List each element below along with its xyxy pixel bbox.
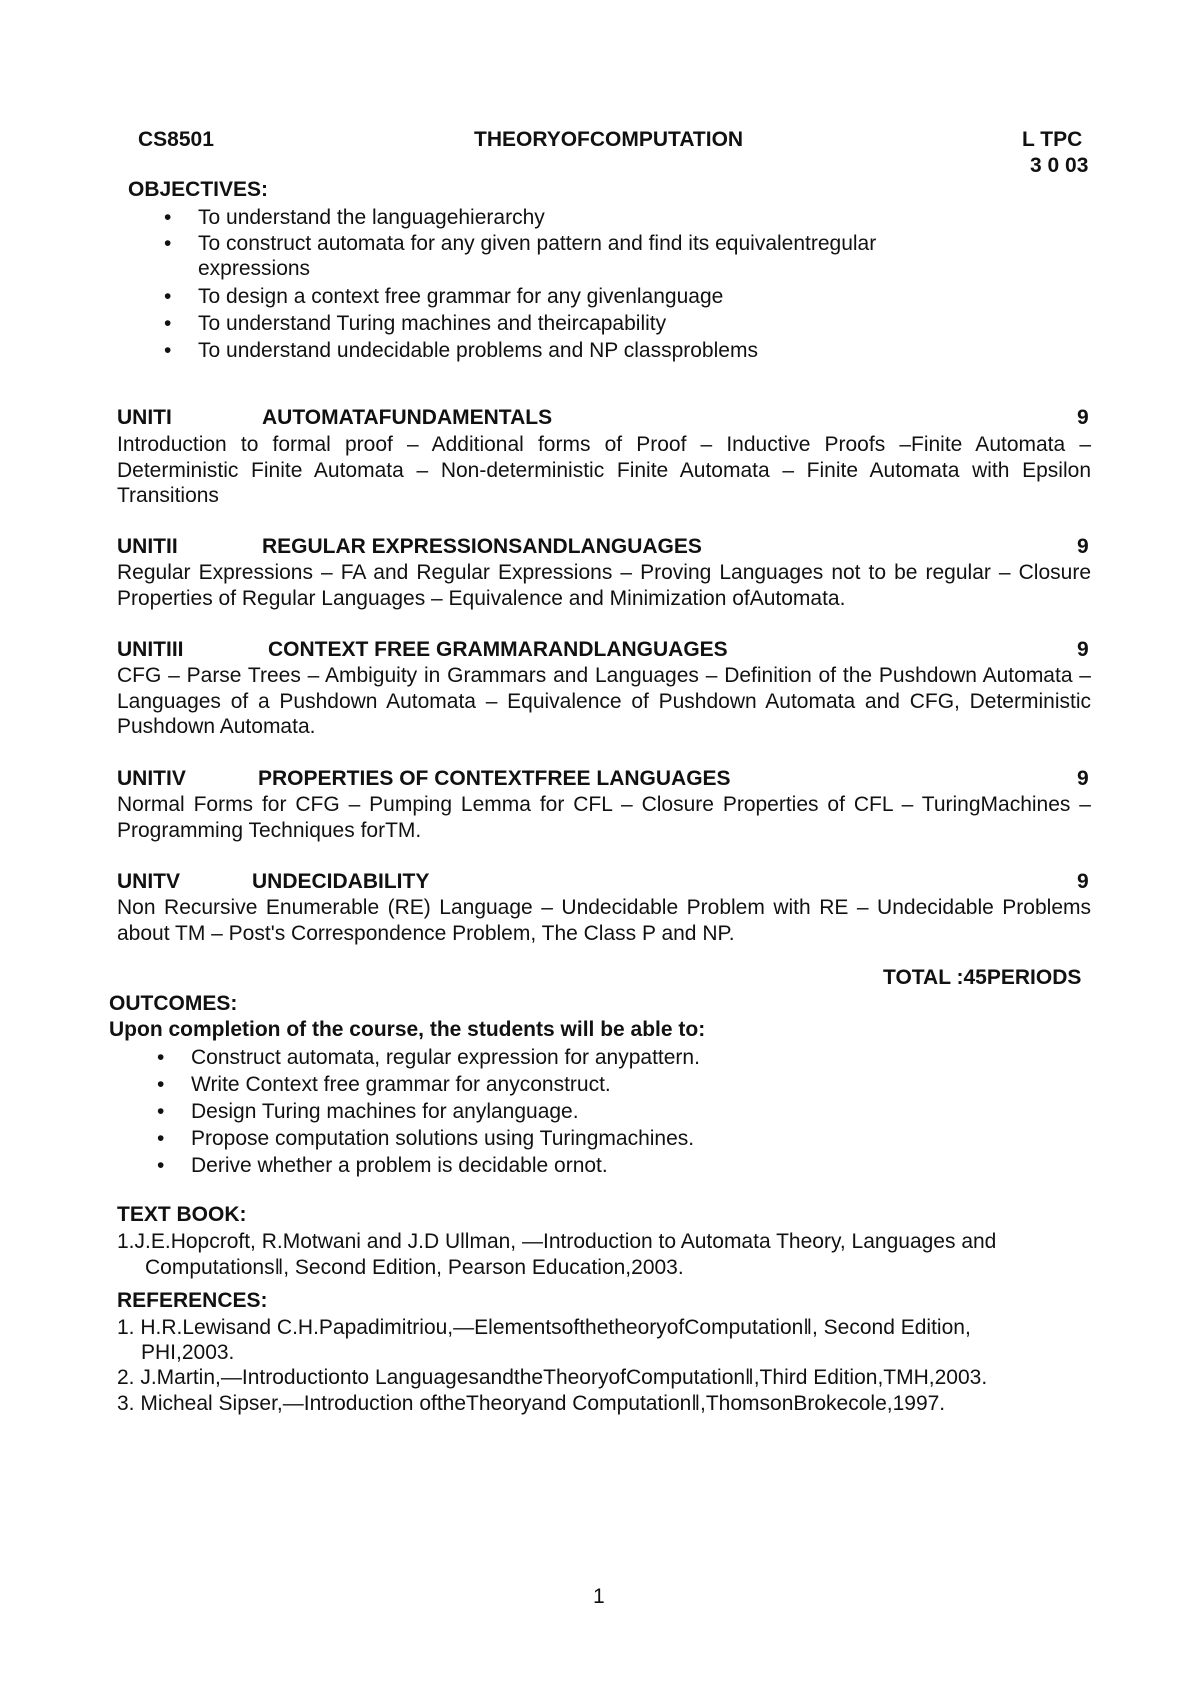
total-periods: TOTAL :45PERIODS <box>883 966 1082 989</box>
unit-5-title: UNDECIDABILITY <box>252 870 430 893</box>
course-title: THEORYOFCOMPUTATION <box>474 128 744 151</box>
ltpc-label: L TPC <box>1022 128 1083 151</box>
outcome-item: • Construct automata, regular expression for anypattern. <box>157 1046 700 1069</box>
bullet-icon: • <box>164 312 172 335</box>
outcome-item: • Write Context free grammar for anyconstruct. <box>157 1073 611 1096</box>
bullet-icon: • <box>157 1046 165 1069</box>
objective-item: • To understand Turing machines and theircapability <box>164 312 667 335</box>
page-number: 1 <box>593 1585 605 1608</box>
bullet-icon: • <box>157 1073 165 1096</box>
unit-1-label: UNITI <box>117 406 172 429</box>
bullet-icon: • <box>164 339 172 362</box>
unit-4-hours: 9 <box>1077 767 1089 790</box>
text-book-line-1: 1.J.E.Hopcroft, R.Motwani and J.D Ullman, ―Introduction to Automata Theory, Languages and <box>117 1230 997 1253</box>
unit-5-label: UNITV <box>117 870 180 893</box>
outcome-item: • Design Turing machines for anylanguage. <box>157 1100 579 1123</box>
course-code: CS8501 <box>138 128 214 151</box>
objective-item: • To design a context free grammar for any givenlanguage <box>164 285 724 308</box>
ltpc-values: 3 0 03 <box>1030 154 1089 177</box>
unit-3-title: CONTEXT FREE GRAMMARANDLANGUAGES <box>268 638 728 661</box>
reference-3: 3. Micheal Sipser,―Introduction oftheTheoryand Computation‖,ThomsonBrokecole,1997. <box>117 1392 946 1415</box>
objectives-heading: OBJECTIVES: <box>128 178 269 201</box>
unit-4-label: UNITIV <box>117 767 186 790</box>
bullet-icon: • <box>164 285 172 308</box>
unit-1-title: AUTOMATAFUNDAMENTALS <box>262 406 553 429</box>
text-book-line-2: Computations‖, Second Edition, Pearson Education,2003. <box>145 1256 684 1279</box>
objective-item: • To construct automata for any given pattern and find its equivalentregular expressions <box>164 232 877 280</box>
bullet-icon: • <box>164 206 172 229</box>
objective-item: • To understand the languagehierarchy <box>164 206 545 229</box>
objective-item: • To understand undecidable problems and NP classproblems <box>164 339 758 362</box>
unit-4-content: Normal Forms for CFG – Pumping Lemma for CFL – Closure Properties of CFL – TuringMachines – Programming Techniques forTM. <box>117 793 1091 842</box>
unit-5-content: Non Recursive Enumerable (RE) Language – Undecidable Problem with RE – Undecidable Problems about TM – Post's Correspondence Problem, The Class P and NP. <box>117 896 1091 945</box>
outcome-item: • Derive whether a problem is decidable ornot. <box>157 1154 608 1177</box>
objectives-list <box>128 204 978 364</box>
reference-1-line-1: 1. H.R.Lewisand C.H.Papadimitriou,―ElementsofthetheoryofComputation‖, Second Edition, <box>117 1316 971 1339</box>
bullet-icon: • <box>157 1127 165 1150</box>
references-heading: REFERENCES: <box>117 1289 268 1312</box>
unit-2-title: REGULAR EXPRESSIONSANDLANGUAGES <box>262 535 702 558</box>
unit-2-hours: 9 <box>1077 535 1089 558</box>
text-book-heading: TEXT BOOK: <box>117 1203 247 1226</box>
outcomes-heading: OUTCOMES: <box>109 992 238 1015</box>
unit-1-content: Introduction to formal proof – Additional forms of Proof – Inductive Proofs –Finite Automata – Deterministic Finite Automata – Non-deterministic Finite Automata – Finite Automata with Epsilon Transitions <box>117 433 1091 507</box>
bullet-icon: • <box>157 1100 165 1123</box>
unit-2-label: UNITII <box>117 535 178 558</box>
reference-2: 2. J.Martin,―Introductionto LanguagesandtheTheoryofComputation‖,Third Edition,TMH,2003. <box>117 1366 988 1389</box>
bullet-icon: • <box>164 232 172 255</box>
unit-1-hours: 9 <box>1077 406 1089 429</box>
unit-5-hours: 9 <box>1077 870 1089 893</box>
outcome-item: • Propose computation solutions using Turingmachines. <box>157 1127 695 1150</box>
outcomes-intro: Upon completion of the course, the students will be able to: <box>109 1018 706 1041</box>
unit-3-label: UNITIII <box>117 638 184 661</box>
unit-4-title: PROPERTIES OF CONTEXTFREE LANGUAGES <box>258 767 731 790</box>
outcomes-list <box>121 1044 921 1179</box>
reference-1-line-2: PHI,2003. <box>141 1341 235 1364</box>
bullet-icon: • <box>157 1154 165 1177</box>
unit-3-content: CFG – Parse Trees – Ambiguity in Grammars and Languages – Definition of the Pushdown Automata – Languages of a Pushdown Automata – Equivalence of Pushdown Automata and CFG, Deterministic Pushdown Automata. <box>117 664 1091 738</box>
unit-3-hours: 9 <box>1077 638 1089 661</box>
unit-2-content: Regular Expressions – FA and Regular Expressions – Proving Languages not to be regular – Closure Properties of Regular Languages – Equivalence and Minimization ofAutomata. <box>117 561 1091 610</box>
